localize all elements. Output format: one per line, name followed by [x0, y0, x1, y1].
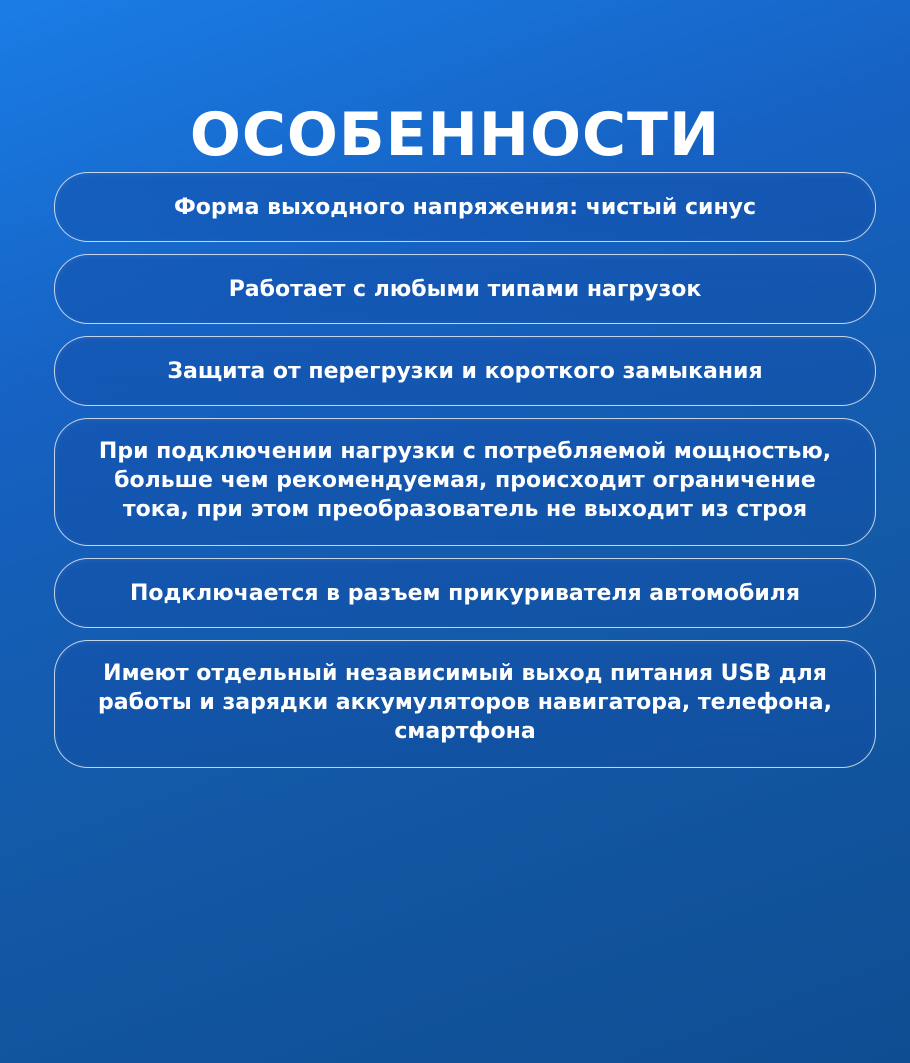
feature-card-protection [54, 336, 876, 406]
page-title: ОСОБЕННОСТИ [189, 100, 721, 171]
feature-card-waveform [54, 172, 876, 242]
feature-text: Работает с любыми типами нагрузок [228, 276, 702, 302]
feature-card-current-limit [54, 418, 876, 546]
feature-text: Защита от перегрузки и короткого замыкания [167, 358, 763, 384]
feature-card-cigarette-lighter [54, 558, 876, 628]
feature-card-load-types [54, 254, 876, 324]
feature-text: Форма выходного напряжения: чистый синус [173, 194, 757, 220]
feature-text: Имеют отдельный независимый выход питания USB для работы и зарядки аккумуляторов навигатора, телефона, смартфона [98, 660, 832, 744]
feature-text: Подключается в разъем прикуривателя автомобиля [129, 580, 801, 606]
feature-list [54, 172, 876, 780]
feature-text: При подключении нагрузки с потребляемой мощностью, больше чем рекомендуемая, происходит ограничение тока, при этом преобразователь не выходит из строя [98, 438, 832, 522]
feature-card-usb-output [54, 640, 876, 768]
